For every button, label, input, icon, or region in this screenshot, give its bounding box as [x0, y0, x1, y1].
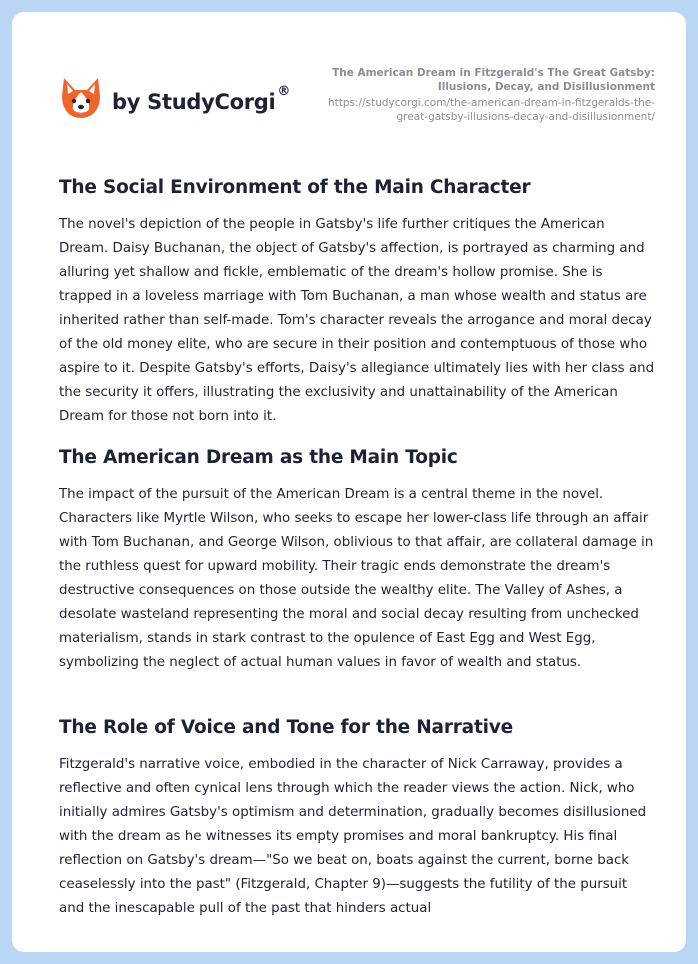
- section-heading: The American Dream as the Main Topic: [59, 447, 458, 468]
- section-heading: The Social Environment of the Main Character: [59, 177, 531, 198]
- corgi-icon: [60, 76, 102, 122]
- page-header: [12, 12, 686, 152]
- brand-name: by StudyCorgi ®: [112, 84, 291, 114]
- registered-mark: ®: [277, 84, 291, 99]
- section-heading: The Role of Voice and Tone for the Narrative: [59, 717, 513, 738]
- studycorgi-logo[interactable]: [60, 76, 290, 122]
- source-title: The American Dream in Fitzgerald's The Great Gatsby: Illusions, Decay, and Disillusionment: [332, 67, 655, 93]
- source-url[interactable]: https://studycorgi.com/the-american-dream-in-fitzgeralds-the-great-gatsby-illusions-decay-and-disillusionment/: [327, 97, 655, 123]
- section-paragraph: Fitzgerald's narrative voice, embodied in the character of Nick Carraway, provides a reflective and often cynical lens through which the reader views the action. Nick, who initially admires Gatsby's optimism and determination, gradually becomes disillusioned with the dream as he witnesses its empty promises and moral bankruptcy. His final reflection on Gatsby's dream—"So we beat on, boats against the current, borne back ceaselessly into the past" (Fitzgerald, Chapter 9)—suggests the futility of the pursuit and the inescapable pull of the past that hinders actual: [59, 757, 647, 916]
- section-paragraph: The novel's depiction of the people in Gatsby's life further critiques the American Dream. Daisy Buchanan, the object of Gatsby's affection, is portrayed as charming and alluring yet shallow and fickle, emblematic of the dream's hollow promise. She is trapped in a loveless marriage with Tom Buchanan, a man whose wealth and status are inherited rather than self-made. Tom's character reveals the arrogance and moral decay of the old money elite, who are secure in their position and contemptuous of those who aspire to it. Despite Gatsby's efforts, Daisy's allegiance ultimately lies with her class and the security it offers, illustrating the exclusivity and unattainability of the American Dream for those not born into it.: [59, 217, 655, 424]
- source-info: [315, 66, 655, 124]
- section-paragraph: The impact of the pursuit of the American Dream is a central theme in the novel. Characters like Myrtle Wilson, who seeks to escape her lower-class life through an affair with Tom Buchanan, and George Wilson, oblivious to that affair, are collateral damage in the ruthless quest for upward mobility. Their tragic ends demonstrate the dream's destructive consequences on those outside the wealthy elite. The Valley of Ashes, a desolate wasteland representing the moral and social decay resulting from unchecked materialism, stands in stark contrast to the opulence of East Egg and West Egg, symbolizing the neglect of actual human values in favor of wealth and status.: [59, 487, 654, 670]
- document-page: [12, 12, 686, 952]
